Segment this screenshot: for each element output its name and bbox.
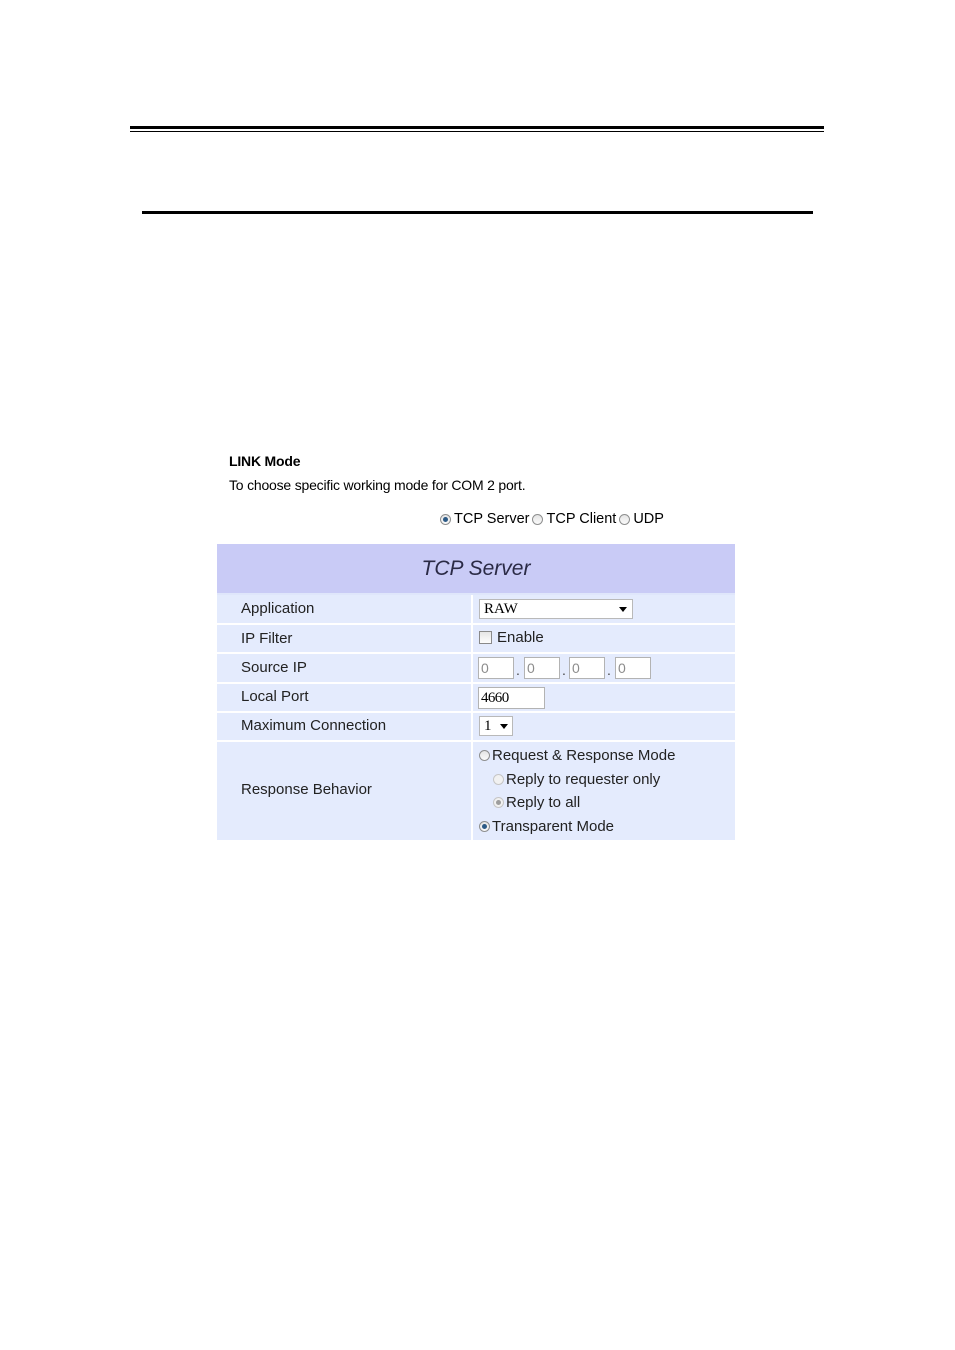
source-ip-value-cell — [471, 654, 735, 682]
application-label: Application — [241, 600, 315, 617]
reply-all-label: Reply to all — [506, 794, 581, 811]
request-response-label: Request & Response Mode — [492, 747, 676, 764]
link-mode-description: To choose specific working mode for COM 2 port. — [229, 477, 526, 493]
ip-filter-enable-label: Enable — [497, 629, 544, 646]
ip-filter-row — [217, 625, 735, 652]
mode-option-tcp-client[interactable] — [532, 511, 616, 527]
mode-option-tcp-server[interactable] — [440, 511, 529, 527]
panel-title: TCP Server — [217, 544, 735, 593]
tcp-server-panel — [217, 544, 735, 840]
ip-dot: . — [562, 662, 566, 678]
reply-requester-radio[interactable] — [493, 774, 504, 785]
ip-filter-enable-checkbox[interactable] — [479, 631, 492, 644]
tcp-client-radio[interactable] — [532, 514, 543, 525]
application-selected-value: RAW — [484, 601, 518, 617]
max-connection-row — [217, 713, 735, 740]
ip-filter-value-cell — [471, 625, 735, 652]
source-ip-octet-1[interactable]: 0 — [478, 657, 514, 679]
link-mode-heading: LINK Mode — [229, 453, 301, 469]
reply-all-radio[interactable] — [493, 797, 504, 808]
mode-option-udp[interactable] — [619, 511, 664, 527]
local-port-value-cell — [471, 684, 735, 711]
response-behavior-value-cell — [471, 742, 735, 840]
chevron-down-icon — [500, 724, 508, 729]
transparent-mode-option[interactable] — [479, 818, 614, 835]
reply-requester-option[interactable] — [493, 771, 660, 788]
max-connection-value-cell — [471, 713, 735, 740]
request-response-mode-option[interactable] — [479, 747, 675, 764]
reply-all-option[interactable] — [493, 794, 580, 811]
source-ip-octet-3[interactable]: 0 — [569, 657, 605, 679]
section-rule — [142, 211, 813, 214]
max-connection-selected-value: 1 — [484, 718, 492, 734]
tcp-server-radio[interactable] — [440, 514, 451, 525]
top-rule-thin — [130, 131, 824, 132]
ip-dot: . — [516, 662, 520, 678]
ip-dot: . — [607, 662, 611, 678]
local-port-row — [217, 684, 735, 711]
udp-label: UDP — [633, 511, 664, 527]
max-connection-label: Maximum Connection — [241, 717, 387, 734]
local-port-label: Local Port — [241, 688, 309, 705]
source-ip-octet-2[interactable]: 0 — [524, 657, 560, 679]
max-connection-select[interactable] — [479, 716, 513, 736]
response-behavior-label: Response Behavior — [241, 781, 372, 798]
chevron-down-icon — [619, 607, 627, 612]
link-mode-options — [440, 511, 664, 527]
request-response-radio[interactable] — [479, 750, 490, 761]
top-rule — [130, 126, 824, 129]
source-ip-octet-4[interactable]: 0 — [615, 657, 651, 679]
application-row — [217, 595, 735, 623]
application-select[interactable] — [479, 599, 633, 619]
tcp-client-label: TCP Client — [546, 511, 617, 527]
transparent-mode-label: Transparent Mode — [492, 818, 615, 835]
source-ip-label: Source IP — [241, 659, 307, 676]
tcp-server-label: TCP Server — [454, 511, 530, 527]
source-ip-row — [217, 654, 735, 682]
application-value-cell — [471, 595, 735, 623]
response-behavior-row — [217, 742, 735, 840]
reply-requester-label: Reply to requester only — [506, 771, 661, 788]
transparent-mode-radio[interactable] — [479, 821, 490, 832]
udp-radio[interactable] — [619, 514, 630, 525]
local-port-input[interactable]: 4660 — [478, 687, 545, 709]
ip-filter-label: IP Filter — [241, 630, 293, 647]
